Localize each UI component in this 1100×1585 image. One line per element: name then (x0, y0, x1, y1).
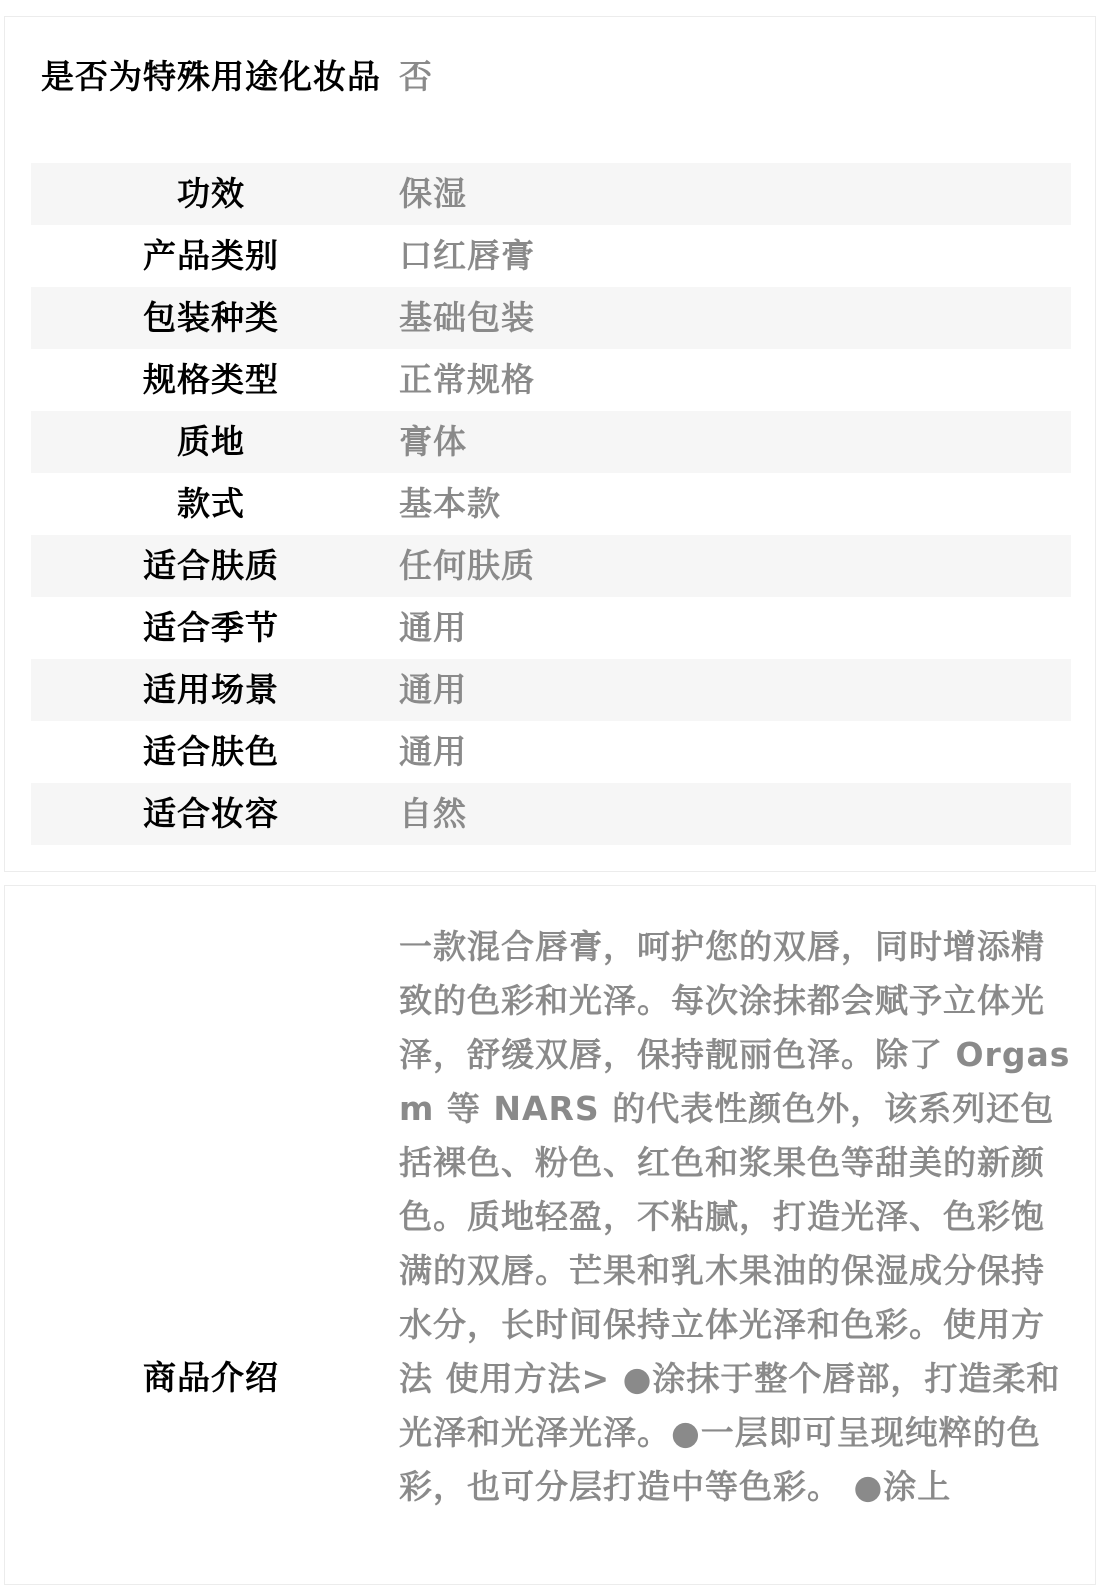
attr-row-makeup (31, 783, 1071, 845)
description-card (4, 885, 1096, 1585)
attr-row-season (31, 597, 1071, 659)
attr-label: 款式 (177, 484, 245, 523)
description-text: 一款混合唇膏，呵护您的双唇，同时增添精致的色彩和光泽。每次涂抹都会赋予立体光泽，舒缓双唇，保持靓丽色泽。除了 Orgasm 等 NARS 的代表性颜色外，该系列还包括裸色、粉色、红色和浆果色等甜美的新颜色。质地轻盈，不粘腻，打造光泽、色彩饱满的双唇。芒果和乳木果油的保湿成分保持水分，长时间保持立体光泽和色彩。使用方法 使用方法> ●涂抹于整个唇部，打造柔和光泽和光泽光泽。●一层即可呈现纯粹的色彩，也可分层打造中等色彩。 ●涂上 (399, 927, 1071, 1506)
attr-row-efficacy (31, 163, 1071, 225)
attr-row-special-use (31, 45, 1071, 163)
attr-label: 是否为特殊用途化妆品 (41, 57, 381, 96)
attr-row-packaging (31, 287, 1071, 349)
attr-label: 产品类别 (143, 236, 279, 275)
attr-label: 适合妆容 (143, 794, 279, 833)
attr-value: 任何肤质 (399, 546, 535, 585)
attr-value: 基本款 (399, 484, 501, 523)
attr-value: 正常规格 (399, 360, 535, 399)
attr-value: 通用 (399, 608, 467, 647)
description-label: 商品介绍 (143, 1358, 279, 1397)
description-row (31, 886, 1071, 1585)
attr-label: 功效 (177, 174, 245, 213)
attr-row-style (31, 473, 1071, 535)
attributes-card (4, 16, 1096, 872)
attr-row-scene (31, 659, 1071, 721)
attr-label: 适合肤色 (143, 732, 279, 771)
attr-label: 适合季节 (143, 608, 279, 647)
attr-value: 保湿 (399, 174, 467, 213)
attr-row-size-type (31, 349, 1071, 411)
attr-value: 基础包装 (399, 298, 535, 337)
attr-label: 适用场景 (143, 670, 279, 709)
attr-row-texture (31, 411, 1071, 473)
attr-label: 包装种类 (143, 298, 279, 337)
attr-value: 膏体 (399, 422, 467, 461)
attr-value: 通用 (399, 732, 467, 771)
attr-label: 适合肤质 (143, 546, 279, 585)
attr-row-skin-tone (31, 721, 1071, 783)
attr-value: 否 (399, 57, 433, 96)
attr-label: 规格类型 (143, 360, 279, 399)
attributes-table (31, 45, 1071, 845)
attr-label: 质地 (177, 422, 245, 461)
attr-value: 通用 (399, 670, 467, 709)
attr-value: 口红唇膏 (399, 236, 535, 275)
attr-value: 自然 (399, 794, 467, 833)
attr-row-category (31, 225, 1071, 287)
attr-row-skin-type (31, 535, 1071, 597)
